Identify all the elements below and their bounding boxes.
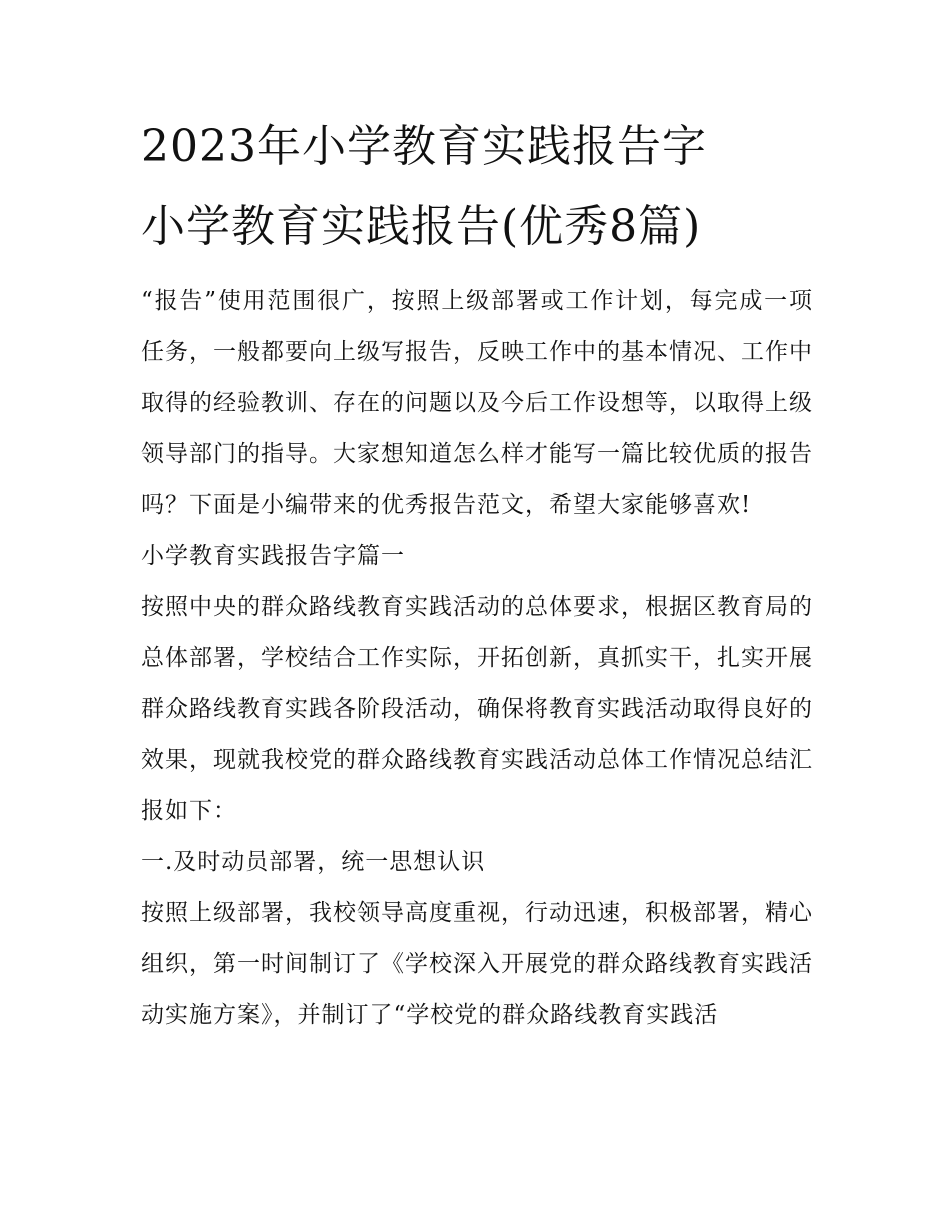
document-body: [141, 276, 813, 1041]
title-line-2: 小学教育实践报告(优秀8篇): [141, 201, 702, 252]
section-heading: 小学教育实践报告字篇一: [141, 543, 405, 569]
body-paragraph: 按照中央的群众路线教育实践活动的总体要求，根据区教育局的总体部署，学校结合工作实际，开拓创新，真抓实干，扎实开展群众路线教育实践各阶段活动，确保将教育实践活动取得良好的效果，现就我校党的群众路线教育实践活动总体工作情况总结汇报如下：: [141, 594, 813, 824]
subsection-heading: 一.及时动员部署，统一思想认识: [141, 849, 486, 875]
title-line-1: 2023年小学教育实践报告字: [141, 121, 707, 172]
body-paragraph: 按照上级部署，我校领导高度重视，行动迅速，积极部署，精心组织，第一时间制订了《学校深入开展党的群众路线教育实践活动实施方案》，并制订了“学校党的群众路线教育实践活: [141, 900, 813, 1028]
intro-paragraph: “报告”使用范围很广，按照上级部署或工作计划，每完成一项任务，一般都要向上级写报告，反映工作中的基本情况、工作中取得的经验教训、存在的问题以及今后工作设想等，以取得上级领导部门的指导。大家想知道怎么样才能写一篇比较优质的报告吗？下面是小编带来的优秀报告范文，希望大家能够喜欢!: [141, 288, 813, 518]
